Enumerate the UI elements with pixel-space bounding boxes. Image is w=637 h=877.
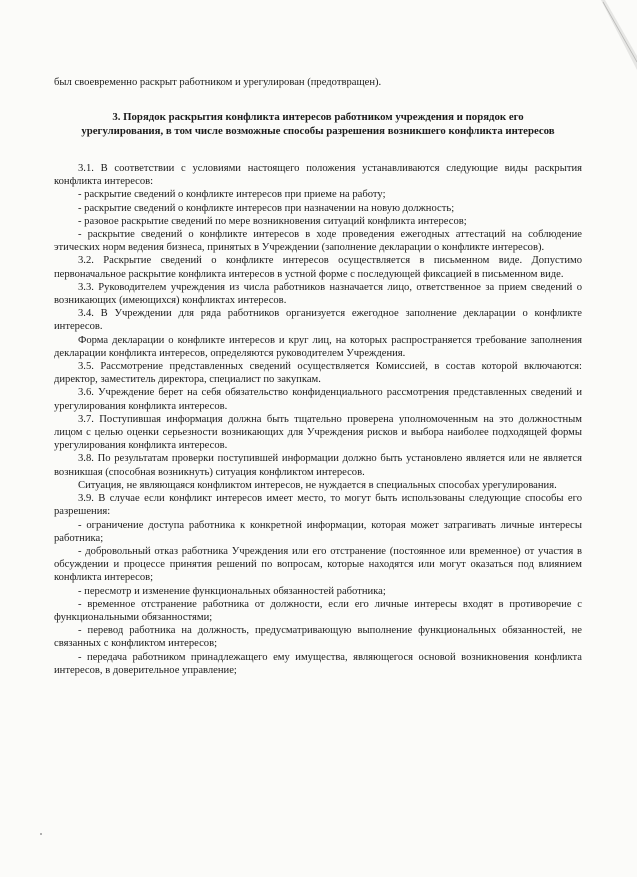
paragraph: 3.8. По результатам проверки поступившей информации должно быть установлено является или не является возникшая (способная возникнуть) ситуация конфликтом интересов. — [54, 453, 582, 478]
paragraph: 3.4. В Учреждении для ряда работников организуется ежегодное заполнение декларации о конфликте интересов. — [54, 308, 582, 333]
list-item: - раскрытие сведений о конфликте интересов при приеме на работу; — [78, 189, 386, 201]
paragraph: Ситуация, не являющаяся конфликтом интересов, не нуждается в специальных способах урегулирования. — [78, 479, 557, 491]
list-item: - пересмотр и изменение функциональных обязанностей работника; — [78, 585, 386, 597]
paragraph: 3.2. Раскрытие сведений о конфликте интересов осуществляется в письменном виде. Допустимо первоначальное раскрытие конфликта интересов в устной форме с последующей фиксацией в письменном виде. — [54, 255, 582, 280]
list-item: - перевод работника на должность, предусматривающую выполнение функциональных обязанностей, не связанных с конфликтом интересов; — [54, 625, 582, 650]
intro-line: был своевременно раскрыт работником и урегулирован (предотвращен). — [54, 77, 382, 88]
scan-speck — [40, 833, 42, 835]
list-item: - разовое раскрытие сведений по мере возникновения ситуаций конфликта интересов; — [78, 215, 467, 227]
paragraph-list — [54, 162, 582, 677]
paragraph: 3.7. Поступившая информация должна быть тщательно проверена уполномоченным на это должностным лицом с целью оценки серьезности возникающих для Учреждения рисков и выбора наиболее подходящей формы урегулирования конфликта интересов. — [54, 413, 582, 452]
section-heading: 3. Порядок раскрытия конфликта интересов работником учреждения и порядок его урегулирования, в том числе возможные способы разрешения возникшего конфликта интересов — [81, 111, 555, 137]
list-item: - передача работником принадлежащего ему имущества, являющегося основой возникновения конфликта интересов, в доверительное управление; — [54, 651, 582, 676]
list-item: - добровольный отказ работника Учреждения или его отстранение (постоянное или временное) от участия в обсуждении и процессе принятия решений по вопросам, которые находятся или могут оказаться под влиянием конфликта интересов; — [54, 545, 582, 584]
list-item: - раскрытие сведений о конфликте интересов при назначении на новую должность; — [78, 202, 455, 214]
paragraph: 3.5. Рассмотрение представленных сведений осуществляется Комиссией, в состав которой включаются: директор, заместитель директора, специалист по закупкам. — [54, 361, 582, 386]
paragraph: 3.1. В соответствии с условиями настоящего положения устанавливаются следующие виды раскрытия конфликта интересов: — [54, 163, 582, 188]
page-fold-shadow — [577, 0, 637, 70]
list-item: - ограничение доступа работника к конкретной информации, которая может затрагивать личные интересы работника; — [54, 519, 582, 544]
list-item: - раскрытие сведений о конфликте интересов в ходе проведения ежегодных аттестаций на соблюдение этических норм ведения бизнеса, принятых в Учреждении (заполнение декларации о конфликте интересов). — [54, 229, 582, 254]
paragraph: 3.9. В случае если конфликт интересов имеет место, то могут быть использованы следующие способы его разрешения: — [54, 493, 582, 518]
paragraph: 3.6. Учреждение берет на себя обязательство конфиденциального рассмотрения представленных сведений и урегулирования конфликта интересов. — [54, 387, 582, 412]
paragraph: 3.3. Руководителем учреждения из числа работников назначается лицо, ответственное за прием сведений о возникающих (имеющихся) конфликтах интересов. — [54, 281, 582, 307]
document-body — [54, 76, 582, 677]
paragraph: Форма декларации о конфликте интересов и круг лиц, на которых распространяется требование заполнения декларации конфликта интересов, определяются руководителем Учреждения. — [54, 334, 582, 359]
list-item: - временное отстранение работника от должности, если его личные интересы входят в противоречие с функциональными обязанностями; — [54, 598, 582, 623]
